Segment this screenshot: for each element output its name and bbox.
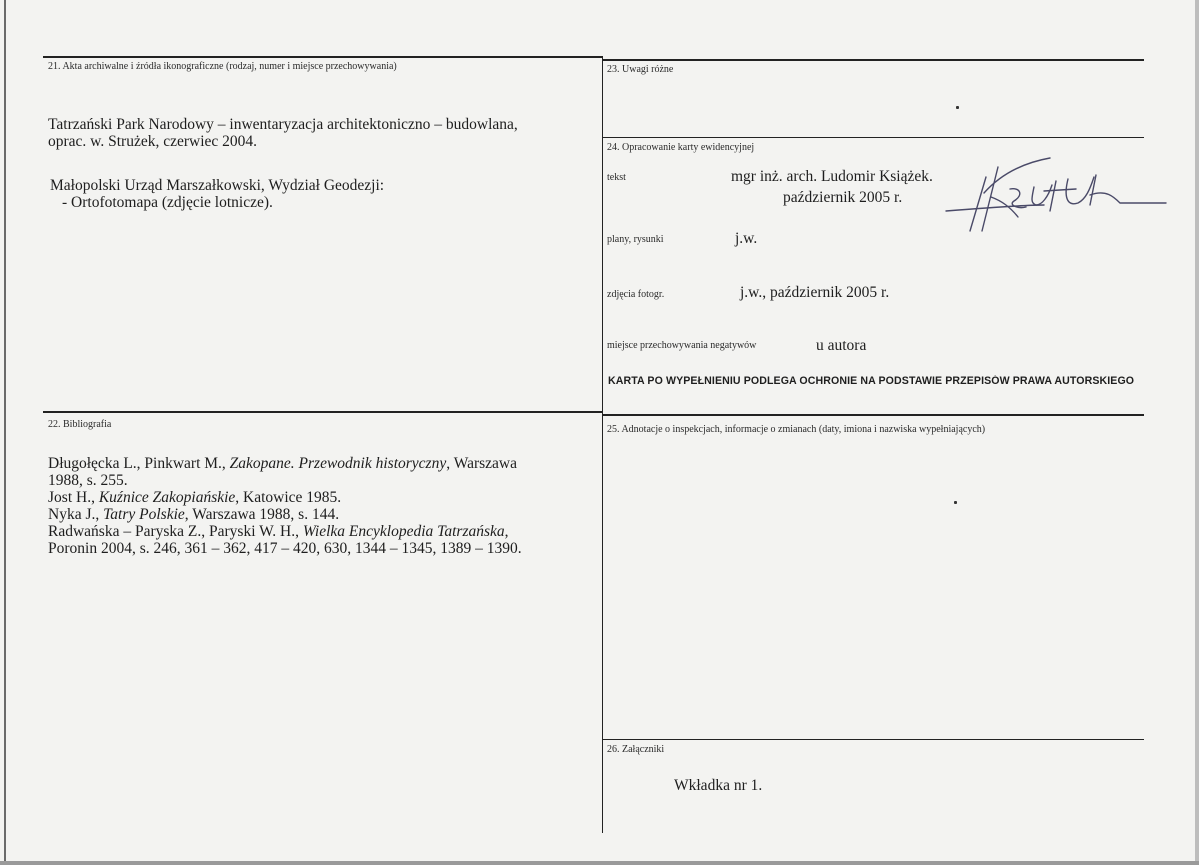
tekst-label: tekst — [607, 172, 626, 183]
bibliography-entry: Nyka J., Tatry Polskie, Warszawa 1988, s. 144. — [48, 506, 340, 523]
miejsce-value: u autora — [816, 337, 867, 354]
section-21-archive-record — [48, 116, 518, 150]
bibliography-list — [48, 455, 522, 557]
section-21-header: 21. Akta archiwalne i źródła ikonograficzne (rodzaj, numer i miejsce przechowywania) — [48, 61, 397, 72]
plany-label: plany, rysunki — [607, 234, 664, 245]
middle-rule-left — [43, 411, 602, 413]
column-divider — [602, 56, 603, 833]
scan-speck — [956, 106, 959, 109]
scan-right-edge — [1195, 0, 1199, 865]
top-rule-right — [602, 59, 1144, 61]
section-22-header: 22. Bibliografia — [48, 419, 112, 430]
section-23-header: 23. Uwagi różne — [607, 64, 674, 75]
section-24-header: 24. Opracowanie karty ewidencyjnej — [607, 142, 755, 153]
bibliography-entry: Długołęcka L., Pinkwart M., Zakopane. Przewodnik historyczny, Warszawa — [48, 455, 517, 472]
section-21-geodesy-source — [50, 177, 384, 211]
geodesy-line-2: - Ortofotomapa (zdjęcie lotnicze). — [62, 194, 273, 211]
author-signature — [944, 155, 1174, 235]
zdjecia-value: j.w., październik 2005 r. — [740, 284, 890, 301]
geodesy-line-1: Małopolski Urząd Marszałkowski, Wydział Geodezji: — [50, 177, 385, 194]
scan-speck — [954, 501, 957, 504]
plany-value: j.w. — [735, 230, 758, 247]
scan-left-edge — [4, 0, 6, 865]
tekst-date: październik 2005 r. — [783, 189, 903, 206]
archive-line-1: Tatrzański Park Narodowy – inwentaryzacja architektoniczno – budowlana, — [48, 116, 518, 133]
scan-bottom-edge — [0, 861, 1199, 865]
rule-24-top — [602, 137, 1144, 138]
miejsce-label: miejsce przechowywania negatywów — [607, 340, 757, 351]
top-rule-left — [43, 56, 602, 58]
bibliography-entry: Radwańska – Paryska Z., Paryski W. H., Wielka Encyklopedia Tatrzańska, — [48, 523, 509, 540]
zdjecia-label: zdjęcia fotogr. — [607, 289, 665, 300]
bibliography-entry: Jost H., Kuźnice Zakopiańskie, Katowice 1985. — [48, 489, 342, 506]
attachment-value: Wkładka nr 1. — [674, 777, 763, 794]
bibliography-entry: Poronin 2004, s. 246, 361 – 362, 417 – 420, 630, 1344 – 1345, 1389 – 1390. — [48, 540, 522, 557]
tekst-author: mgr inż. arch. Ludomir Książek. — [731, 168, 933, 185]
archive-line-2: oprac. w. Strużek, czerwiec 2004. — [48, 133, 258, 150]
rule-26-top — [602, 739, 1144, 740]
section-25-header: 25. Adnotacje o inspekcjach, informacje o zmianach (daty, imiona i nazwiska wypełniających) — [607, 424, 986, 435]
section-26-header: 26. Załączniki — [607, 744, 665, 755]
copyright-notice: KARTA PO WYPEŁNIENIU PODLEGA OCHRONIE NA PODSTAWIE PRZEPISÓW PRAWA AUTORSKIEGO — [608, 375, 1135, 387]
bibliography-entry: 1988, s. 255. — [48, 472, 128, 489]
middle-rule-right — [602, 414, 1144, 416]
